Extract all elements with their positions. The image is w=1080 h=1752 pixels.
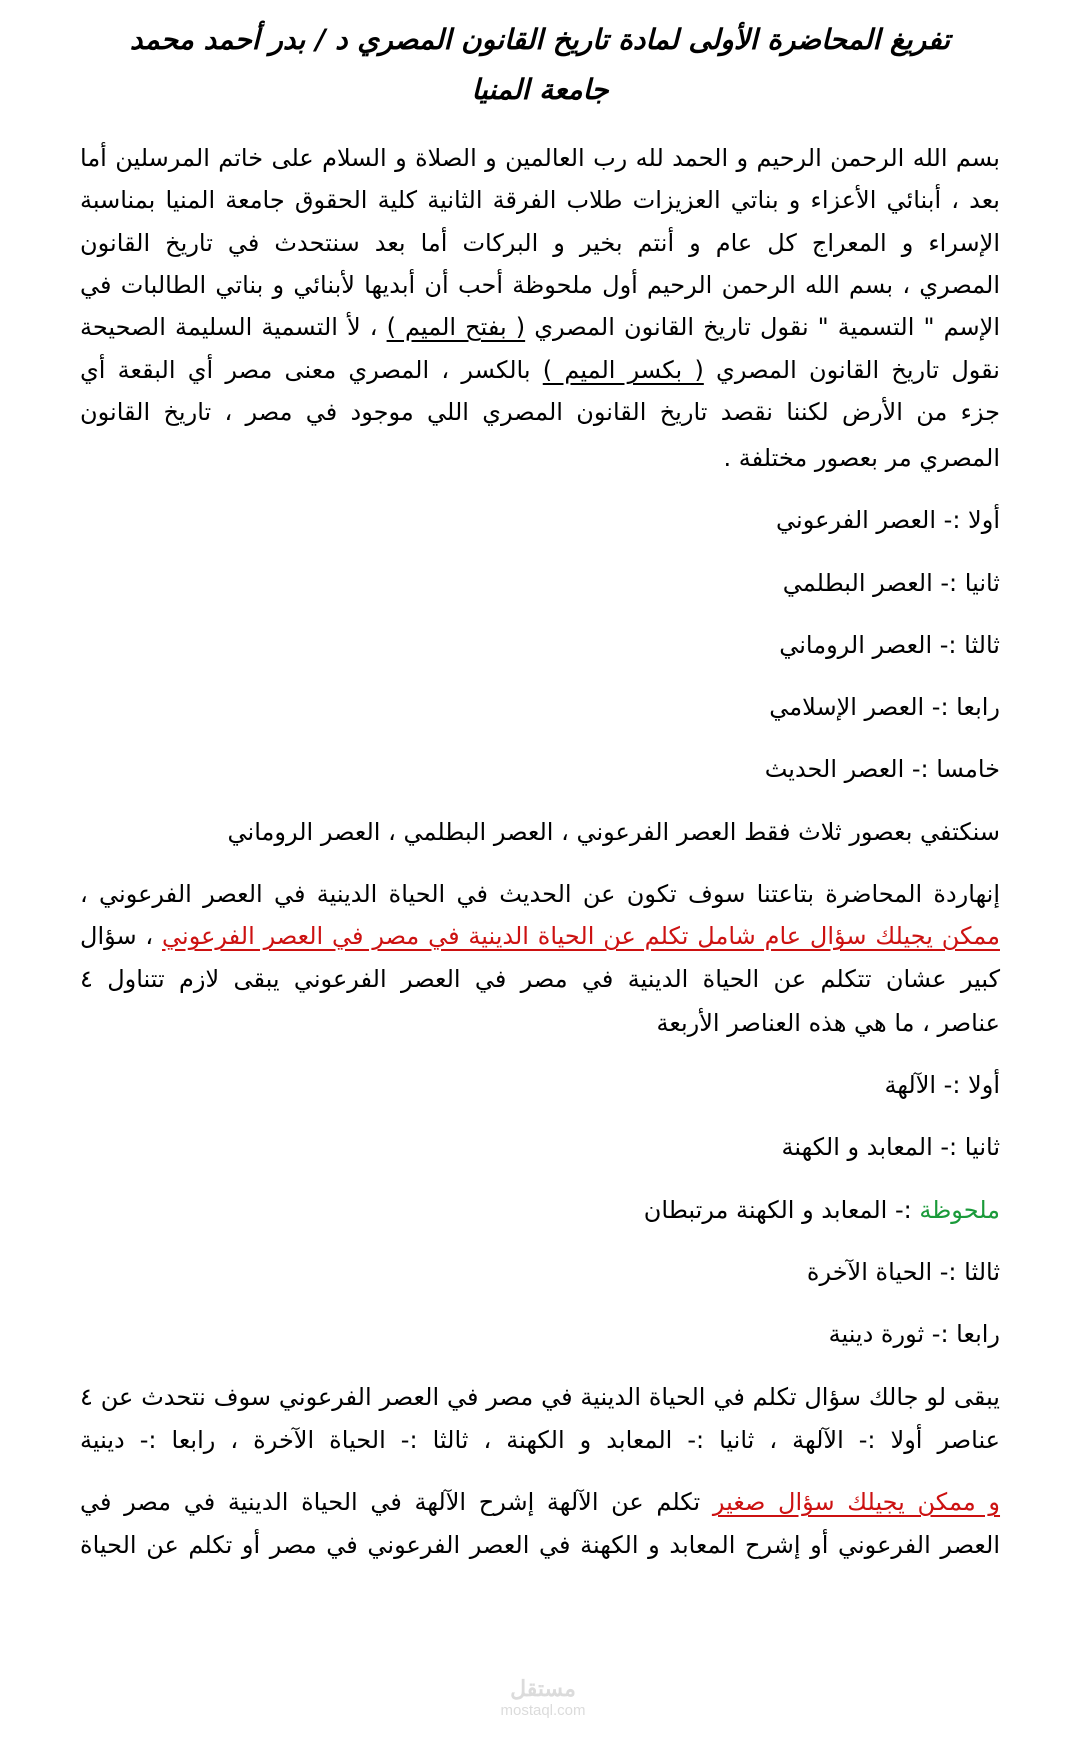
highlighted-question: ممكن يجيلك سؤال عام شامل تكلم عن الحياة الدينية في مصر في العصر الفرعوني [162, 922, 1000, 950]
list-item: خامسا :- العصر الحديث [764, 755, 1000, 783]
paragraph-line: ممكن يجيلك سؤال عام شامل تكلم عن الحياة الدينية في مصر في العصر الفرعوني ، سؤال [80, 922, 1000, 950]
document-title-line2: جامعة المنيا [471, 73, 609, 106]
intro-line: الإسم " التسمية " نقول تاريخ القانون المصري ( بفتح الميم ) ، لأ التسمية السليمة الصحيحة [80, 313, 1000, 341]
intro-line: المصري مر بعصور مختلفة . [723, 444, 1000, 472]
intro-line: الإسراء و المعراج كل عام و أنتم بخير و البركات أما بعد سنتحدث في تاريخ القانون [80, 229, 1000, 257]
note-line: ملحوظة :- المعابد و الكهنة مرتبطان [643, 1196, 1000, 1224]
underlined-note: ( بكسر الميم ) [542, 356, 704, 384]
paragraph-line: عناصر أولا :- الآلهة ، ثانيا :- المعابد و الكهنة ، ثالثا :- الحياة الآخرة ، رابعا :- دينية [80, 1426, 1000, 1454]
list-item: ثالثا :- الحياة الآخرة [806, 1258, 1000, 1286]
intro-line: بسم الله الرحمن الرحيم و الحمد لله رب العالمين و الصلاة و السلام على خاتم المرسلين أما [80, 144, 1000, 172]
list-item: ثانيا :- العصر البطلمي [782, 569, 1000, 597]
paragraph-line: كبير عشان تتكلم عن الحياة الدينية في مصر في العصر الفرعوني يبقى لازم تتناول ٤ [80, 965, 1000, 993]
paragraph-line: يبقى لو جالك سؤال تكلم في الحياة الدينية في مصر في العصر الفرعوني سوف نتحدث عن ٤ [80, 1383, 1000, 1411]
document-title-line1: تفريغ المحاضرة الأولى لمادة تاريخ القانون المصري د / بدر أحمد محمد [129, 23, 951, 56]
paragraph-line: عناصر ، ما هي هذه العناصر الأربعة [656, 1009, 1000, 1037]
underlined-note: ( بفتح الميم ) [386, 313, 526, 341]
intro-line: جزء من الأرض لكننا نقصد تاريخ القانون المصري اللي موجود في مصر ، تاريخ القانون [80, 398, 1000, 426]
list-item: ثالثا :- العصر الروماني [779, 631, 1000, 659]
list-item: رابعا :- العصر الإسلامي [769, 693, 1000, 721]
list-item: أولا :- الآلهة [884, 1071, 1000, 1099]
intro-line: المصري ، بسم الله الرحمن الرحيم أول ملحوظة أحب أن أبديها لأبنائي و بناتي الطالبات في [80, 271, 1000, 299]
list-item: ثانيا :- المعابد و الكهنة [781, 1133, 1000, 1161]
scope-sentence: سنكتفي بعصور ثلاث فقط العصر الفرعوني ، العصر البطلمي ، العصر الروماني [227, 818, 1000, 846]
note-label: ملحوظة [919, 1196, 1000, 1224]
mostaql-watermark: مستقل mostaql.com [500, 1676, 586, 1719]
paragraph-line: العصر الفرعوني أو إشرح المعابد و الكهنة في العصر الفرعوني في مصر أو تكلم عن الحياة [80, 1531, 1000, 1559]
list-item: رابعا :- ثورة دينية [828, 1320, 1000, 1348]
paragraph-line: و ممكن يجيلك سؤال صغير تكلم عن الآلهة إشرح الآلهة في الحياة الدينية في مصر في [80, 1488, 1001, 1516]
intro-line: نقول تاريخ القانون المصري ( بكسر الميم ) بالكسر ، المصري معنى مصر أي البقعة أي [80, 356, 1000, 384]
highlighted-question: و ممكن يجيلك سؤال صغير [712, 1488, 1001, 1516]
list-item: أولا :- العصر الفرعوني [776, 506, 1000, 534]
intro-line: بعد ، أبنائي الأعزاء و بناتي العزيزات طلاب الفرقة الثانية كلية الحقوق جامعة المنيا بمناسبة [80, 186, 1000, 214]
paragraph-line: إنهاردة المحاضرة بتاعتنا سوف تكون عن الحديث في الحياة الدينية في العصر الفرعوني ، [80, 880, 1000, 908]
